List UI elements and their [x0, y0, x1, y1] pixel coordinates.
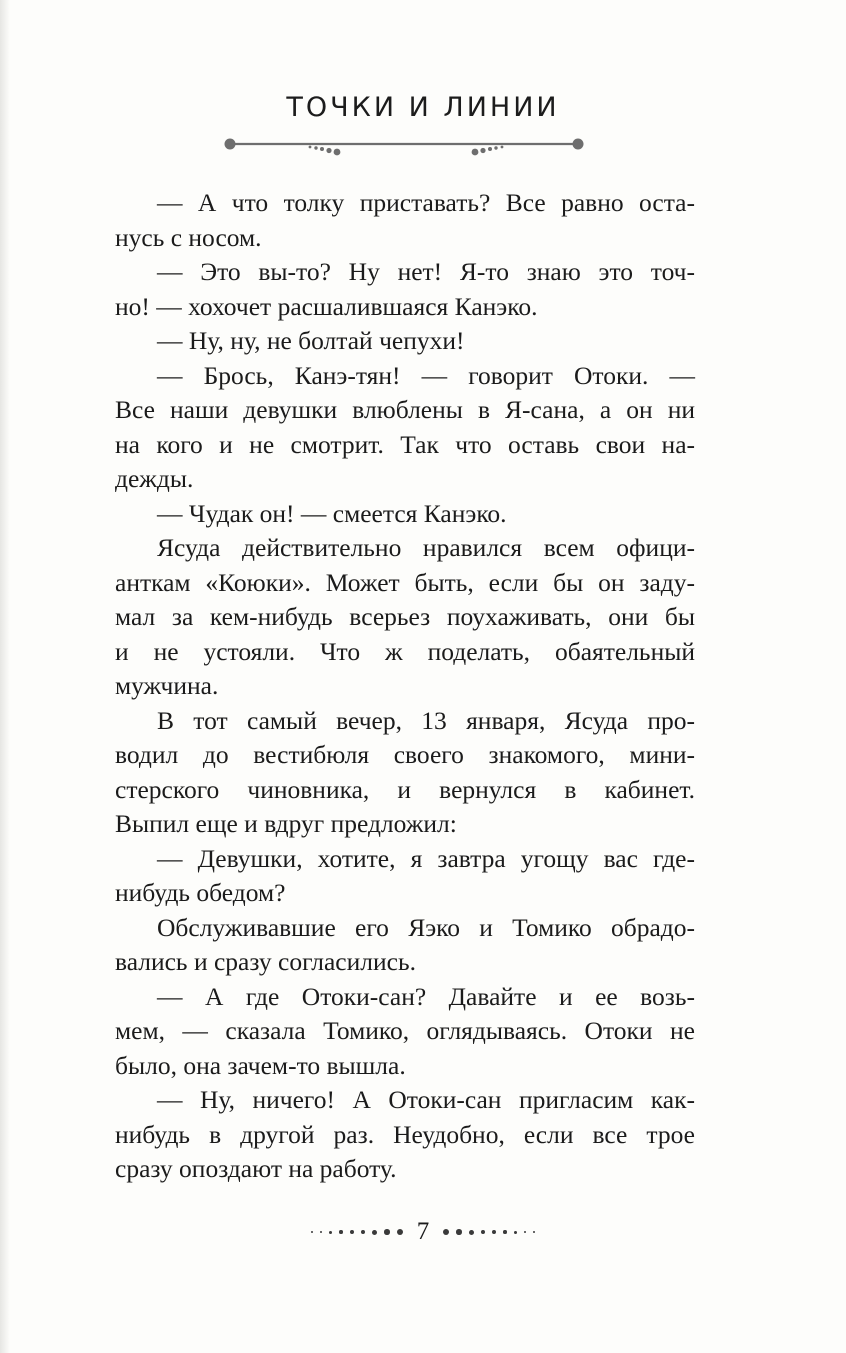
text-line: — А где Отоки-сан? Давайте и ее возь-: [157, 981, 695, 1011]
text-line: — Ну, ну, не болтай чепухи!: [157, 326, 465, 355]
text-line: Обслуживавшие его Яэко и Томико обрадо-: [157, 912, 695, 942]
text-line: — Чудак он! — смеется Канэко.: [157, 498, 507, 528]
body-text: [115, 186, 695, 1187]
text-line: но! — хохочет расшалившаяся Канэко.: [115, 291, 538, 321]
text-line: на кого и не смотрит. Так что оставь свои на-: [115, 429, 695, 459]
folio-dots-right: [443, 1229, 535, 1235]
text-line: стерского чиновника, и вернулся в кабинет.: [115, 774, 695, 804]
text-line: и не устояли. Что ж поделать, обаятельный: [115, 636, 695, 666]
text-line: Выпил еще и вдруг предложил:: [115, 809, 457, 838]
text-line: нибудь в другой раз. Неудобно, если все трое: [115, 1119, 695, 1149]
running-title: ТОЧКИ И ЛИНИИ: [286, 92, 560, 123]
text-line: мал за кем-нибудь всерьез поухаживать, они бы: [115, 602, 695, 631]
text-line: мем, — сказала Томико, оглядываясь. Отоки не: [115, 1016, 695, 1045]
text-line: нусь с носом.: [115, 222, 262, 252]
text-line: — А что толку приставать? Все равно оста-: [157, 188, 695, 217]
text-line: — Брось, Канэ-тян! — говорит Отоки. —: [157, 360, 695, 390]
text-line: дежды.: [115, 464, 194, 493]
text-line: сразу опоздают на работу.: [115, 1154, 397, 1183]
text-line: В тот самый вечер, 13 января, Ясуда про-: [157, 705, 695, 735]
text-line: — Ну, ничего! А Отоки-сан пригласим как-: [157, 1085, 695, 1114]
text-line: — Это вы-то? Ну нет! Я-то знаю это точ-: [157, 257, 695, 286]
text-line: водил до вестибюля своего знакомого, мини-: [115, 740, 695, 769]
text-line: вались и сразу согласились.: [115, 947, 416, 976]
text-line: нибудь обедом?: [115, 878, 286, 907]
text-line: Ясуда действительно нравился всем офици-: [157, 533, 695, 562]
text-line: — Девушки, хотите, я завтра угощу вас где-: [157, 843, 695, 873]
header-ornament: [222, 132, 590, 158]
text-line: анткам «Коюки». Может быть, если бы он заду-: [115, 567, 695, 597]
folio-dots-left: [311, 1229, 403, 1235]
text-line: было, она зачем-то вышла.: [115, 1050, 406, 1080]
page-gutter-shadow: [0, 0, 10, 1353]
text-line: Все наши девушки влюблены в Я-сана, а он ни: [115, 395, 695, 424]
page-number: 7: [416, 1218, 430, 1245]
page-footer: [0, 1218, 846, 1246]
text-line: мужчина.: [115, 671, 219, 700]
